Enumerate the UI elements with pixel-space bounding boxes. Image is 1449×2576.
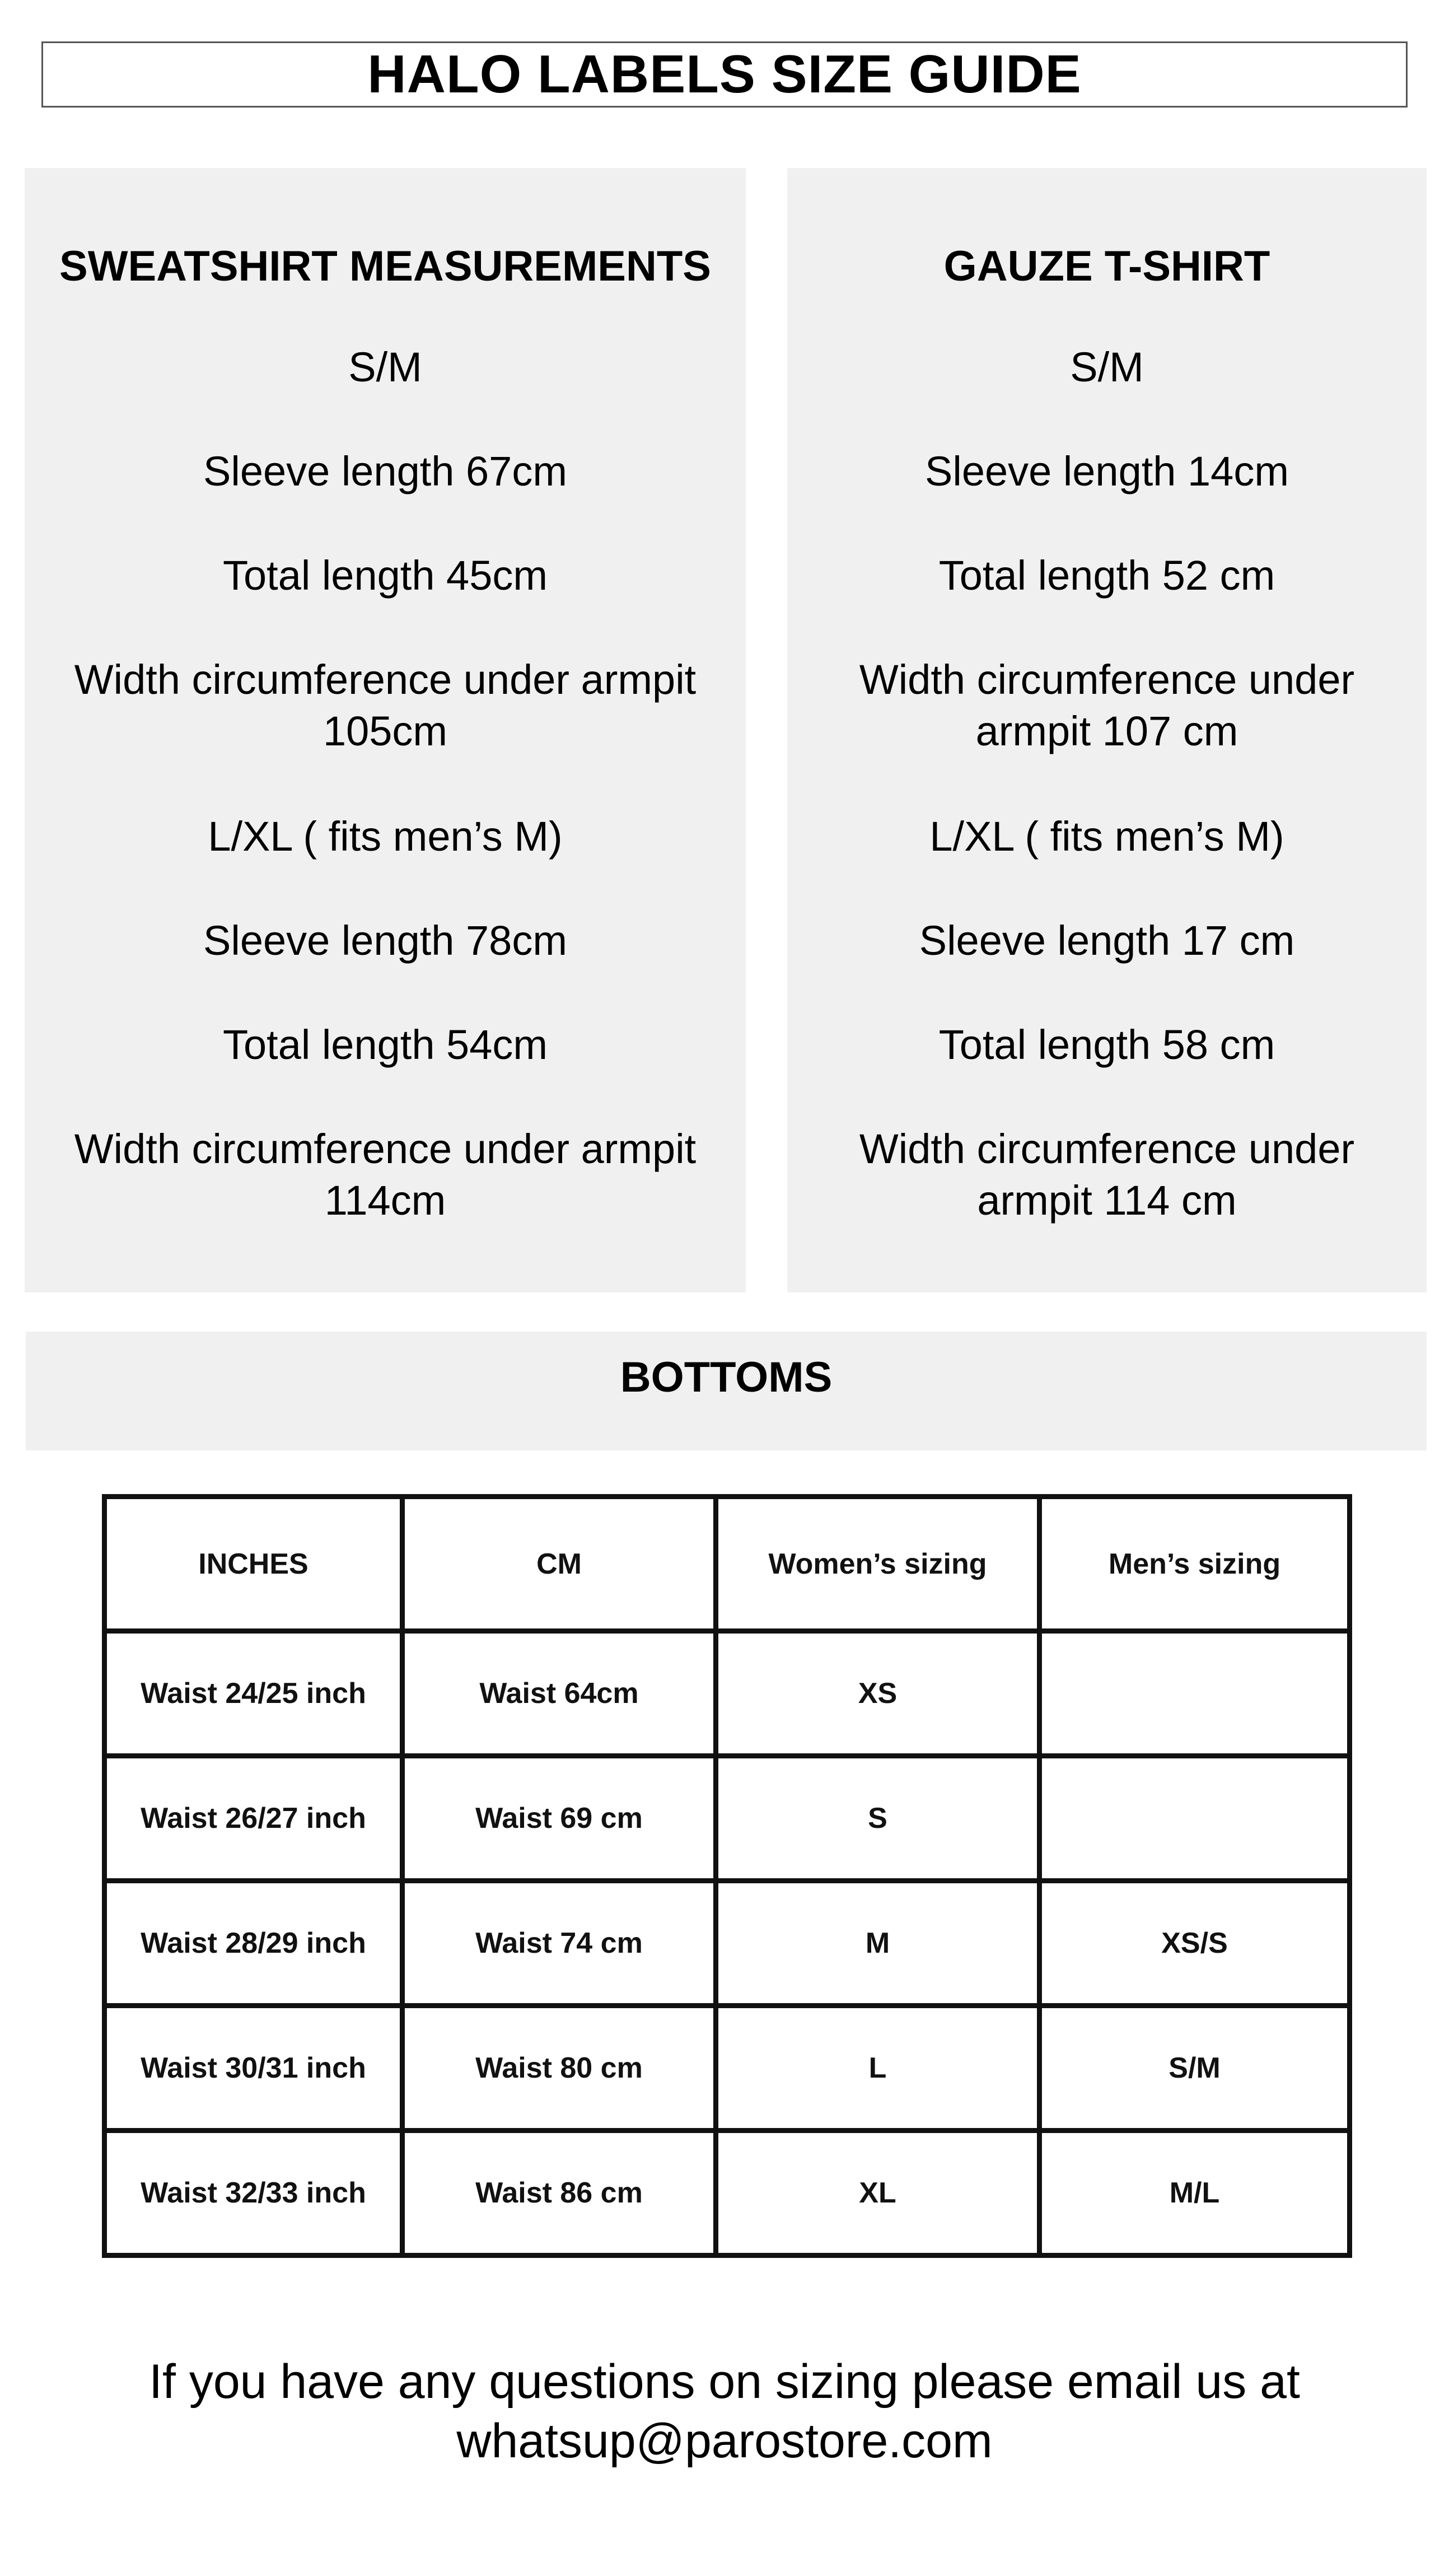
title-box [41, 41, 1408, 108]
tshirt-sm-width-line1: Width circumference under [859, 656, 1355, 703]
cell-mens-size [1040, 1756, 1350, 1881]
sweatshirt-lxl-width-line1: Width circumference under armpit [74, 1126, 697, 1172]
sweatshirt-size-lxl: L/XL ( fits men’s M) [208, 813, 563, 860]
column-header-cm: CM [403, 1497, 716, 1631]
cell-inches: Waist 24/25 inch [105, 1631, 403, 1756]
sweatshirt-lxl-sleeve: Sleeve length 78cm [203, 917, 567, 964]
table-header-row [105, 1497, 1350, 1631]
column-header-inches: INCHES [105, 1497, 403, 1631]
cell-cm: Waist 69 cm [403, 1756, 716, 1881]
sweatshirt-heading: SWEATSHIRT MEASUREMENTS [59, 242, 711, 290]
bottoms-heading: BOTTOMS [620, 1354, 833, 1401]
cell-womens-size: XS [716, 1631, 1040, 1756]
cell-womens-size: M [716, 1881, 1040, 2006]
column-header-mens-sizing: Men’s sizing [1040, 1497, 1350, 1631]
tshirt-sm-sleeve: Sleeve length 14cm [925, 448, 1289, 494]
footer-line: If you have any questions on sizing please email us at [149, 2355, 1300, 2409]
cell-inches: Waist 32/33 inch [105, 2131, 403, 2256]
tshirt-size-lxl: L/XL ( fits men’s M) [929, 813, 1284, 860]
cell-cm: Waist 86 cm [403, 2131, 716, 2256]
cell-womens-size: L [716, 2006, 1040, 2131]
tshirt-sm-total: Total length 52 cm [938, 552, 1275, 599]
cell-mens-size: S/M [1040, 2006, 1350, 2131]
cell-mens-size: M/L [1040, 2131, 1350, 2256]
cell-womens-size: S [716, 1756, 1040, 1881]
tshirt-size-sm: S/M [1070, 344, 1144, 390]
table-row [105, 1631, 1350, 1756]
contact-email: whatsup@parostore.com [456, 2414, 993, 2468]
table-row [105, 2131, 1350, 2256]
cell-cm: Waist 80 cm [403, 2006, 716, 2131]
bottoms-band [26, 1332, 1427, 1450]
footer-contact [34, 2352, 1415, 2471]
tshirt-sm-width-line2: armpit 107 cm [975, 708, 1238, 754]
page-title: HALO LABELS SIZE GUIDE [367, 44, 1082, 104]
tshirt-panel [787, 168, 1427, 1292]
cell-inches: Waist 30/31 inch [105, 2006, 403, 2131]
cell-inches: Waist 28/29 inch [105, 1881, 403, 2006]
sweatshirt-lxl-total: Total length 54cm [222, 1021, 548, 1068]
table-row [105, 1881, 1350, 2006]
sweatshirt-sm-width-line2: 105cm [322, 708, 448, 754]
column-header-womens-sizing: Women’s sizing [716, 1497, 1040, 1631]
cell-mens-size [1040, 1631, 1350, 1756]
tshirt-lxl-width-line1: Width circumference under [859, 1126, 1355, 1172]
cell-cm: Waist 74 cm [403, 1881, 716, 2006]
sweatshirt-size-sm: S/M [348, 344, 422, 390]
sweatshirt-sm-width-line1: Width circumference under armpit [74, 656, 697, 703]
cell-inches: Waist 26/27 inch [105, 1756, 403, 1881]
cell-womens-size: XL [716, 2131, 1040, 2256]
cell-mens-size: XS/S [1040, 1881, 1350, 2006]
bottoms-size-table [102, 1494, 1352, 2258]
table-row [105, 1756, 1350, 1881]
sweatshirt-sm-sleeve: Sleeve length 67cm [203, 448, 567, 494]
cell-cm: Waist 64cm [403, 1631, 716, 1756]
sweatshirt-sm-total: Total length 45cm [222, 552, 548, 599]
table-row [105, 2006, 1350, 2131]
sweatshirt-lxl-width-line2: 114cm [324, 1177, 446, 1224]
tshirt-lxl-sleeve: Sleeve length 17 cm [919, 917, 1295, 964]
tshirt-lxl-width-line2: armpit 114 cm [977, 1177, 1237, 1224]
sweatshirt-panel [25, 168, 746, 1292]
tshirt-lxl-total: Total length 58 cm [938, 1021, 1275, 1068]
tshirt-heading: GAUZE T-SHIRT [943, 242, 1270, 290]
